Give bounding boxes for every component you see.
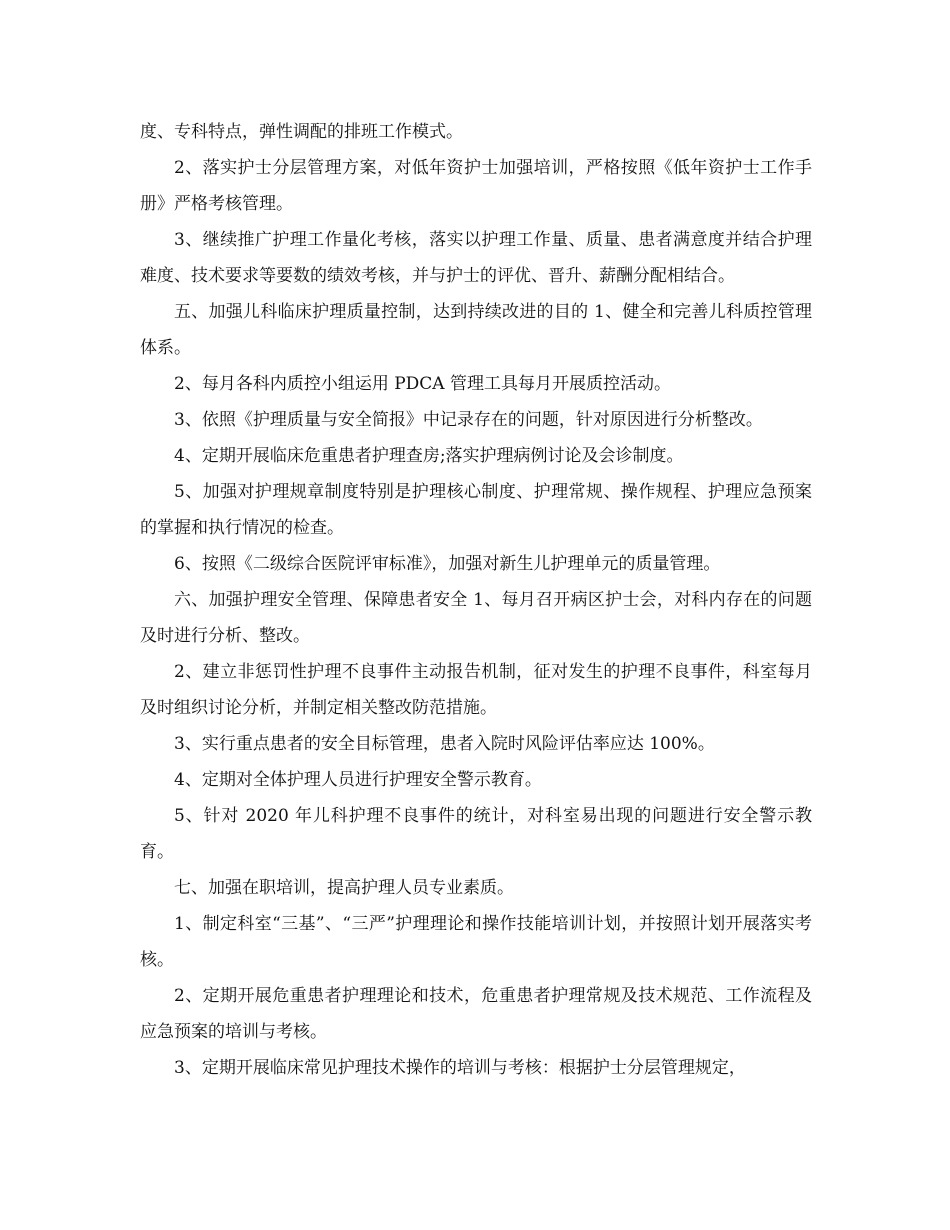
paragraph: 3、继续推广护理工作量化考核，落实以护理工作量、质量、患者满意度并结合护理难度、技术要求等要数的绩效考核，并与护士的评优、晋升、薪酬分配相结合。 [140, 230, 812, 286]
paragraph: 2、落实护士分层管理方案，对低年资护士加强培训，严格按照《低年资护士工作手册》严格考核管理。 [140, 158, 812, 214]
paragraph: 4、定期对全体护理人员进行护理安全警示教育。 [174, 770, 542, 790]
section-heading-paragraph: 五、加强儿科临床护理质量控制，达到持续改进的目的 1、健全和完善儿科质控管理体系。 [140, 302, 812, 358]
paragraph: 6、按照《二级综合医院评审标准》，加强对新生儿护理单元的质量管理。 [174, 554, 721, 574]
paragraph: 3、定期开展临床常见护理技术操作的培训与考核：根据护士分层管理规定， [174, 1058, 746, 1078]
paragraph: 2、建立非惩罚性护理不良事件主动报告机制，征对发生的护理不良事件，科室每月及时组织讨论分析，并制定相关整改防范措施。 [140, 662, 812, 718]
paragraph: 1、制定科室“三基”、“三严”护理理论和操作技能培训计划，并按照计划开展落实考核。 [140, 914, 812, 970]
paragraph: 4、定期开展临床危重患者护理查房;落实护理病例讨论及会诊制度。 [174, 446, 684, 466]
section-heading-paragraph: 七、加强在职培训，提高护理人员专业素质。 [174, 878, 514, 898]
section-heading-paragraph: 六、加强护理安全管理、保障患者安全 1、每月召开病区护士会，对科内存在的问题及时进行分析、整改。 [140, 590, 812, 646]
document-body [140, 114, 812, 1086]
paragraph: 3、依照《护理质量与安全简报》中记录存在的问题，针对原因进行分析整改。 [174, 410, 763, 430]
paragraph: 2、定期开展危重患者护理理论和技术，危重患者护理常规及技术规范、工作流程及应急预案的培训与考核。 [140, 986, 812, 1042]
paragraph: 2、每月各科内质控小组运用 PDCA 管理工具每月开展质控活动。 [174, 374, 671, 394]
paragraph: 5、加强对护理规章制度特别是护理核心制度、护理常规、操作规程、护理应急预案的掌握和执行情况的检查。 [140, 482, 812, 538]
paragraph: 5、针对 2020 年儿科护理不良事件的统计，对科室易出现的问题进行安全警示教育。 [140, 806, 812, 862]
paragraph: 3、实行重点患者的安全目标管理，患者入院时风险评估率应达 100%。 [174, 734, 715, 754]
paragraph: 度、专科特点，弹性调配的排班工作模式。 [140, 122, 463, 142]
